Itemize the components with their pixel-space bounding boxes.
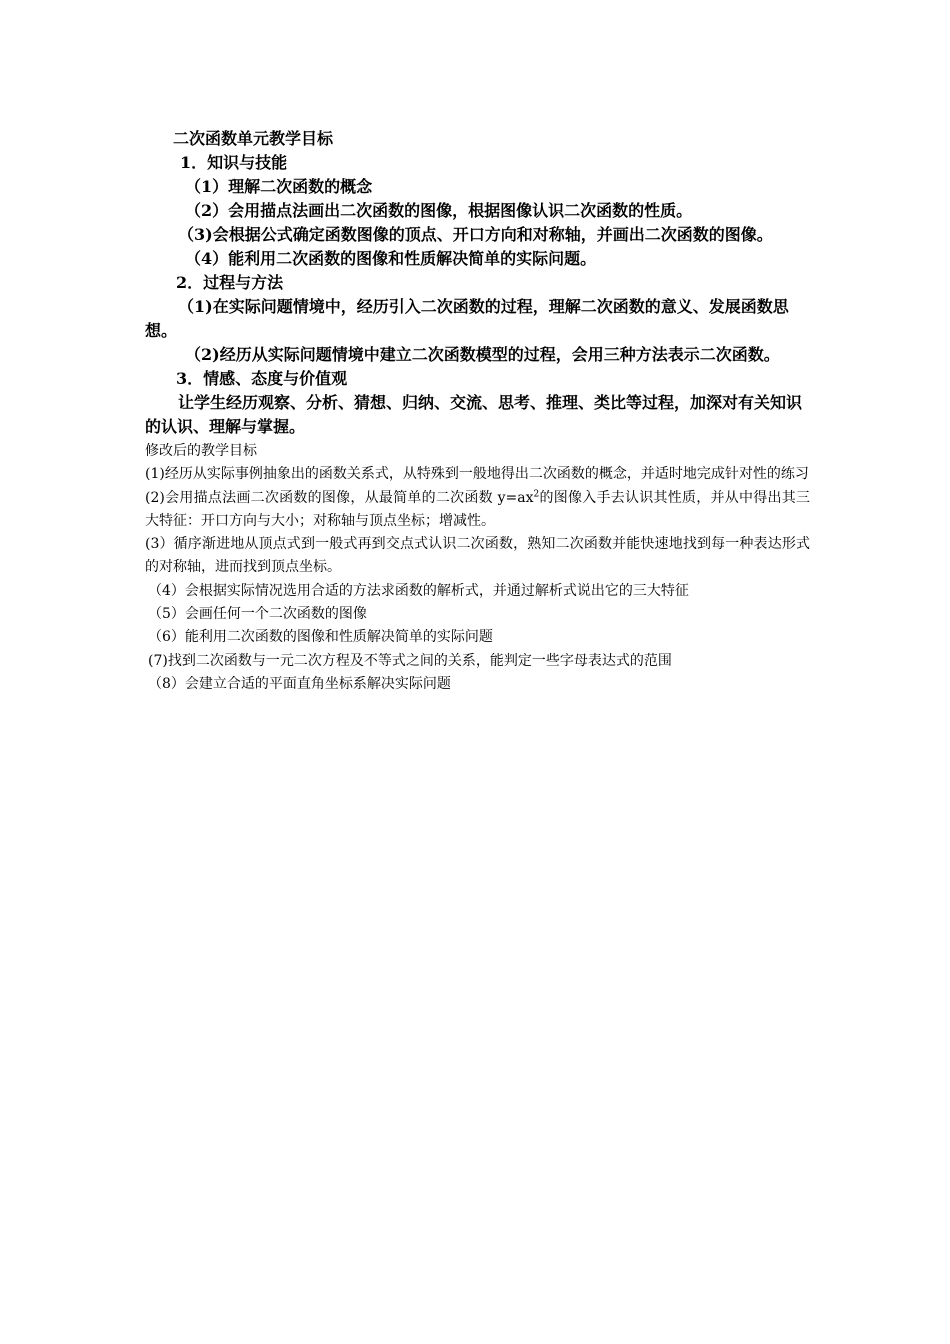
revised-item-6: （6）能利用二次函数的图像和性质解决简单的实际问题 <box>148 629 493 646</box>
section-process-methods: 2．过程与方法 <box>176 273 284 292</box>
exponent: 2 <box>533 488 540 499</box>
revised-item-4: （4）会根据实际情况选用合适的方法求函数的解析式，并通过解析式说出它的三大特征 <box>148 582 689 599</box>
revised-item-8: （8）会建立合适的平面直角坐标系解决实际问题 <box>148 675 451 692</box>
document-title: 二次函数单元教学目标 <box>173 129 334 148</box>
knowledge-item-2: （2）会用描点法画出二次函数的图像，根据图像认识二次函数的性质。 <box>185 201 693 220</box>
document-page <box>145 127 810 696</box>
revised-heading: 修改后的教学目标 <box>145 443 257 459</box>
knowledge-item-3: （3)会根据公式确定函数图像的顶点、开口方向和对称轴，并画出二次函数的图像。 <box>178 225 773 244</box>
revised-item-7: (7)找到二次函数与一元二次方程及不等式之间的关系，能判定一些字母表达式的范围 <box>148 652 672 669</box>
revised-item-2-post: 的图像入手去认识其性质，并从中得出其三大特征：开口方向与大小；对称轴与顶点坐标；增减性。 <box>145 489 810 529</box>
process-item-2: （2)经历从实际问题情境中建立二次函数模型的过程，会用三种方法表示二次函数。 <box>185 345 780 364</box>
revised-item-1: (1)经历从实际事例抽象出的函数关系式，从特殊到一般地得出二次函数的概念，并适时地完成针对性的练习 <box>145 466 809 483</box>
revised-item-5: （5）会画任何一个二次函数的图像 <box>148 606 367 623</box>
original-objectives <box>145 127 810 439</box>
knowledge-item-4: （4）能利用二次函数的图像和性质解决简单的实际问题。 <box>185 249 597 268</box>
section-knowledge-skills: 1．知识与技能 <box>180 153 288 172</box>
process-item-1: （1)在实际问题情境中，经历引入二次函数的过程，理解二次函数的意义、发展函数思想。 <box>145 297 789 340</box>
revised-objectives <box>145 440 810 696</box>
section-emotion-values: 3．情感、态度与价值观 <box>176 369 348 388</box>
revised-item-2 <box>145 487 810 534</box>
revised-item-2-pre: (2)会用描点法画二次函数的图像，从最简单的二次函数 y=ax <box>145 489 534 506</box>
knowledge-item-1: （1）理解二次函数的概念 <box>185 177 373 196</box>
revised-item-3: (3）循序渐进地从顶点式到一般式再到交点式认识二次函数，熟知二次函数并能快速地找到每一种表达形式的对称轴，进而找到顶点坐标。 <box>145 536 810 576</box>
emotion-values-text: 让学生经历观察、分析、猜想、归纳、交流、思考、推理、类比等过程，加深对有关知识的认识、理解与掌握。 <box>145 393 803 436</box>
